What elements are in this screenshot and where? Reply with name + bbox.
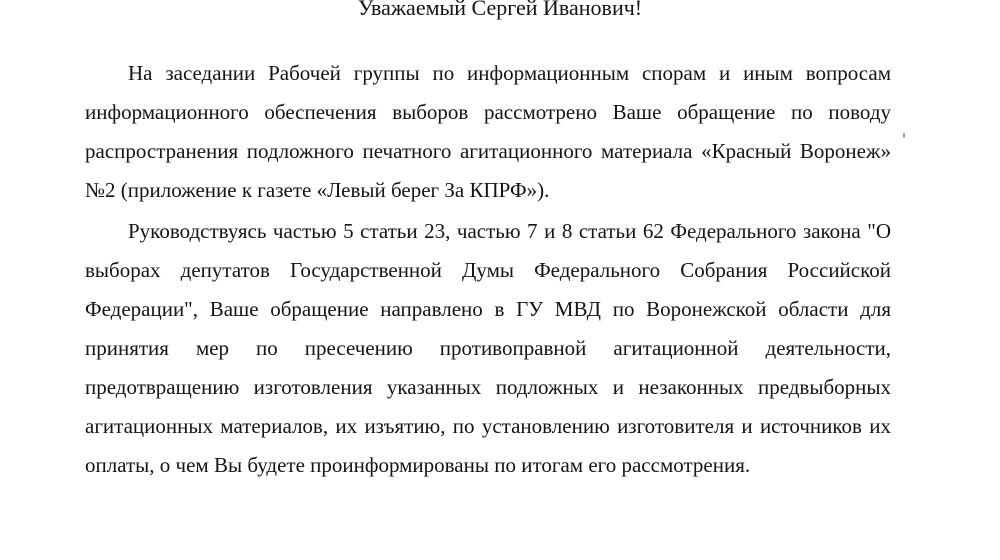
paragraph-2: Руководствуясь частью 5 статьи 23, частью 7 и 8 статьи 62 Федерального закона "О выборах депутатов Государственной Думы Федерального Собрания Российской Федерации", Ваше обращение направлено в ГУ МВД по Воронежской области для принятия мер по пресечению противоправной агитационной деятельности, предотвращению изготовления указанных подложных и незаконных предвыборных агитационных материалов, их изъятию, по установлению изготовителя и источников их оплаты, о чем Вы будете проинформированы по итогам его рассмотрения.: [85, 219, 891, 477]
scan-speck: [903, 133, 905, 138]
paragraph-1: На заседании Рабочей группы по информационным спорам и иным вопросам информационного обеспечения выборов рассмотрено Ваше обращение по поводу распространения подложного печатного агитационного материала «Красный Воронеж» №2 (приложение к газете «Левый берег За КПРФ»).: [85, 61, 891, 202]
salutation: Уважаемый Сергей Иванович!: [357, 0, 643, 20]
